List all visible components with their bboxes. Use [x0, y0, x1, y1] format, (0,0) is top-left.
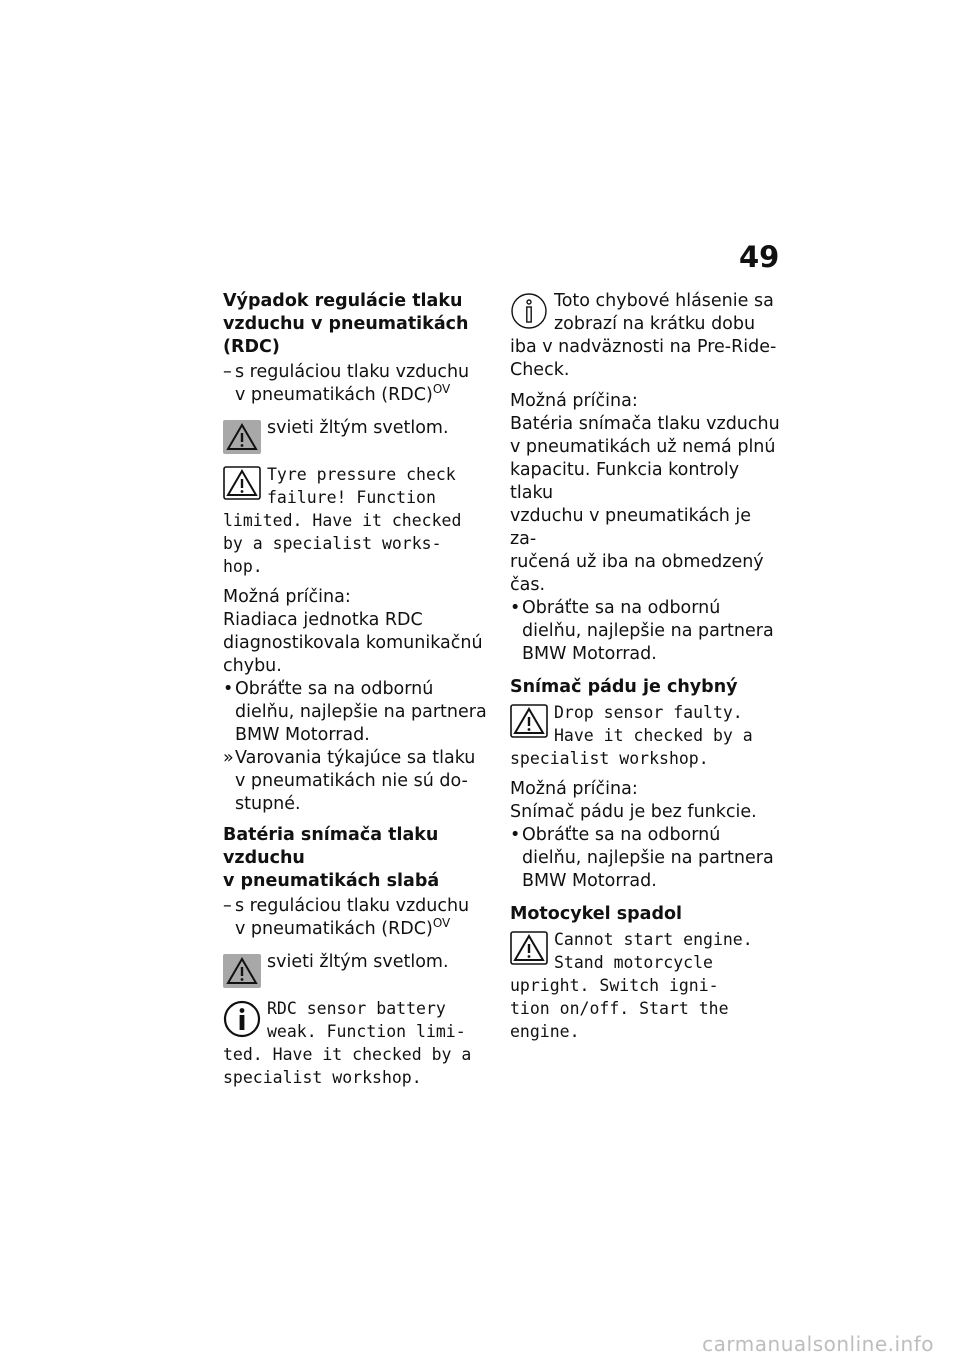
info-line: Check. — [510, 360, 570, 380]
warning-light-icon — [223, 954, 261, 988]
bullet-line: dielňu, najlepšie na partnera — [235, 702, 487, 722]
cause-text: vzduchu v pneumatikách je za- — [510, 506, 752, 549]
display-message-drop-sensor — [510, 701, 782, 770]
page-number: 49 — [739, 240, 780, 274]
cause-label: Možná príčina: — [223, 587, 351, 607]
indicator-light-row — [223, 417, 493, 453]
info-i-icon — [510, 292, 548, 330]
option-superscript: OV — [432, 382, 451, 397]
bullet-mark: • — [510, 598, 521, 618]
heading-line: Výpadok regulácie tlaku — [223, 291, 463, 311]
display-message-rdc-failure — [223, 463, 493, 578]
action-bullet — [223, 678, 493, 747]
result-note — [223, 747, 493, 816]
dash-mark: – — [223, 362, 232, 382]
warning-triangle-icon — [510, 704, 548, 738]
right-column — [510, 290, 782, 1043]
indicator-text: svieti žltým svetlom. — [267, 952, 449, 972]
info-line: Toto chybové hlásenie sa — [554, 291, 774, 311]
bullet-line: BMW Motorrad. — [235, 725, 370, 745]
info-line: zobrazí na krátku dobu — [554, 314, 756, 334]
message-line: Tyre pressure check — [267, 465, 456, 484]
bullet-line: Obráťte sa na odbornú — [522, 598, 721, 618]
message-line: failure! Function — [267, 488, 436, 507]
display-message-motorcycle-fallen — [510, 928, 782, 1043]
cause-label: Možná príčina: — [510, 391, 638, 411]
cause-text: v pneumatikách už nemá plnú — [510, 437, 776, 457]
info-line: iba v nadväznosti na Pre-Ride- — [510, 337, 777, 357]
dash-mark: – — [223, 896, 232, 916]
cause-text: Snímač pádu je bez funkcie. — [510, 802, 757, 822]
indicator-text: svieti žltým svetlom. — [267, 418, 449, 438]
heading-line: v pneumatikách slabá — [223, 871, 440, 891]
info-circle-icon — [223, 1000, 261, 1038]
equipment-note — [223, 895, 493, 941]
bullet-line: BMW Motorrad. — [522, 644, 657, 664]
cause-text: Batéria snímača tlaku vzduchu — [510, 414, 780, 434]
cause-text: kapacitu. Funkcia kontroly tlaku — [510, 460, 740, 503]
action-bullet — [510, 824, 782, 893]
left-column — [223, 290, 493, 1089]
message-line: hop. — [223, 557, 263, 576]
watermark: carmanualsonline.info — [702, 1332, 934, 1356]
heading-line: Batéria snímača tlaku vzduchu — [223, 825, 439, 868]
section-heading-battery-weak — [223, 824, 493, 893]
bullet-line: dielňu, najlepšie na partnera — [522, 621, 774, 641]
bullet-line: BMW Motorrad. — [522, 871, 657, 891]
option-superscript: OV — [432, 916, 451, 931]
cause-text: čas. — [510, 575, 546, 595]
warning-triangle-icon — [223, 466, 261, 500]
message-line: specialist workshop. — [510, 749, 709, 768]
section-heading-motorcycle-fallen: Motocykel spadol — [510, 904, 683, 924]
cause-text: diagnostikovala komunikačnú — [223, 633, 483, 653]
result-line: v pneumatikách nie sú do- — [235, 771, 468, 791]
arrow-mark: » — [223, 748, 234, 768]
message-line: tion on/off. Start the — [510, 999, 729, 1018]
action-bullet — [510, 597, 782, 666]
result-line: Varovania týkajúce sa tlaku — [235, 748, 476, 768]
message-line: limited. Have it checked — [223, 511, 462, 530]
message-line: Drop sensor faulty. — [554, 703, 743, 722]
section-heading-rdc-failure — [223, 290, 493, 359]
cause-text: Riadiaca jednotka RDC — [223, 610, 423, 630]
message-line: RDC sensor battery — [267, 999, 446, 1018]
info-note — [510, 290, 782, 382]
message-line: Cannot start engine. — [554, 930, 753, 949]
indicator-light-row — [223, 951, 493, 987]
cause-label: Možná príčina: — [510, 779, 638, 799]
result-line: stupné. — [235, 794, 301, 814]
bullet-mark: • — [510, 825, 521, 845]
cause-text: chybu. — [223, 656, 282, 676]
message-line: by a specialist works- — [223, 534, 442, 553]
message-line: Stand motorcycle — [554, 953, 713, 972]
bullet-line: Obráťte sa na odbornú — [235, 679, 434, 699]
heading-line: vzduchu v pneumatikách — [223, 314, 469, 334]
message-line: Have it checked by a — [554, 726, 753, 745]
bullet-line: dielňu, najlepšie na partnera — [522, 848, 774, 868]
equipment-line: s reguláciou tlaku vzduchu — [235, 896, 470, 916]
warning-light-icon — [223, 420, 261, 454]
section-heading-drop-sensor: Snímač pádu je chybný — [510, 677, 738, 697]
equipment-line: s reguláciou tlaku vzduchu — [235, 362, 470, 382]
display-message-battery-weak — [223, 997, 493, 1089]
equipment-note — [223, 361, 493, 407]
warning-triangle-icon — [510, 931, 548, 965]
message-line: upright. Switch igni- — [510, 976, 719, 995]
equipment-line: v pneumatikách (RDC)$^{OV}$ — [235, 382, 451, 405]
message-line: specialist workshop. — [223, 1068, 422, 1087]
bullet-mark: • — [223, 679, 234, 699]
cause-text: ručená už iba na obmedzený — [510, 552, 764, 572]
message-line: weak. Function limi- — [267, 1022, 466, 1041]
message-line: engine. — [510, 1022, 580, 1041]
heading-line: (RDC) — [223, 337, 280, 357]
equipment-line: v pneumatikách (RDC)$^{OV}$ — [235, 916, 451, 939]
bullet-line: Obráťte sa na odbornú — [522, 825, 721, 845]
message-line: ted. Have it checked by a — [223, 1045, 472, 1064]
